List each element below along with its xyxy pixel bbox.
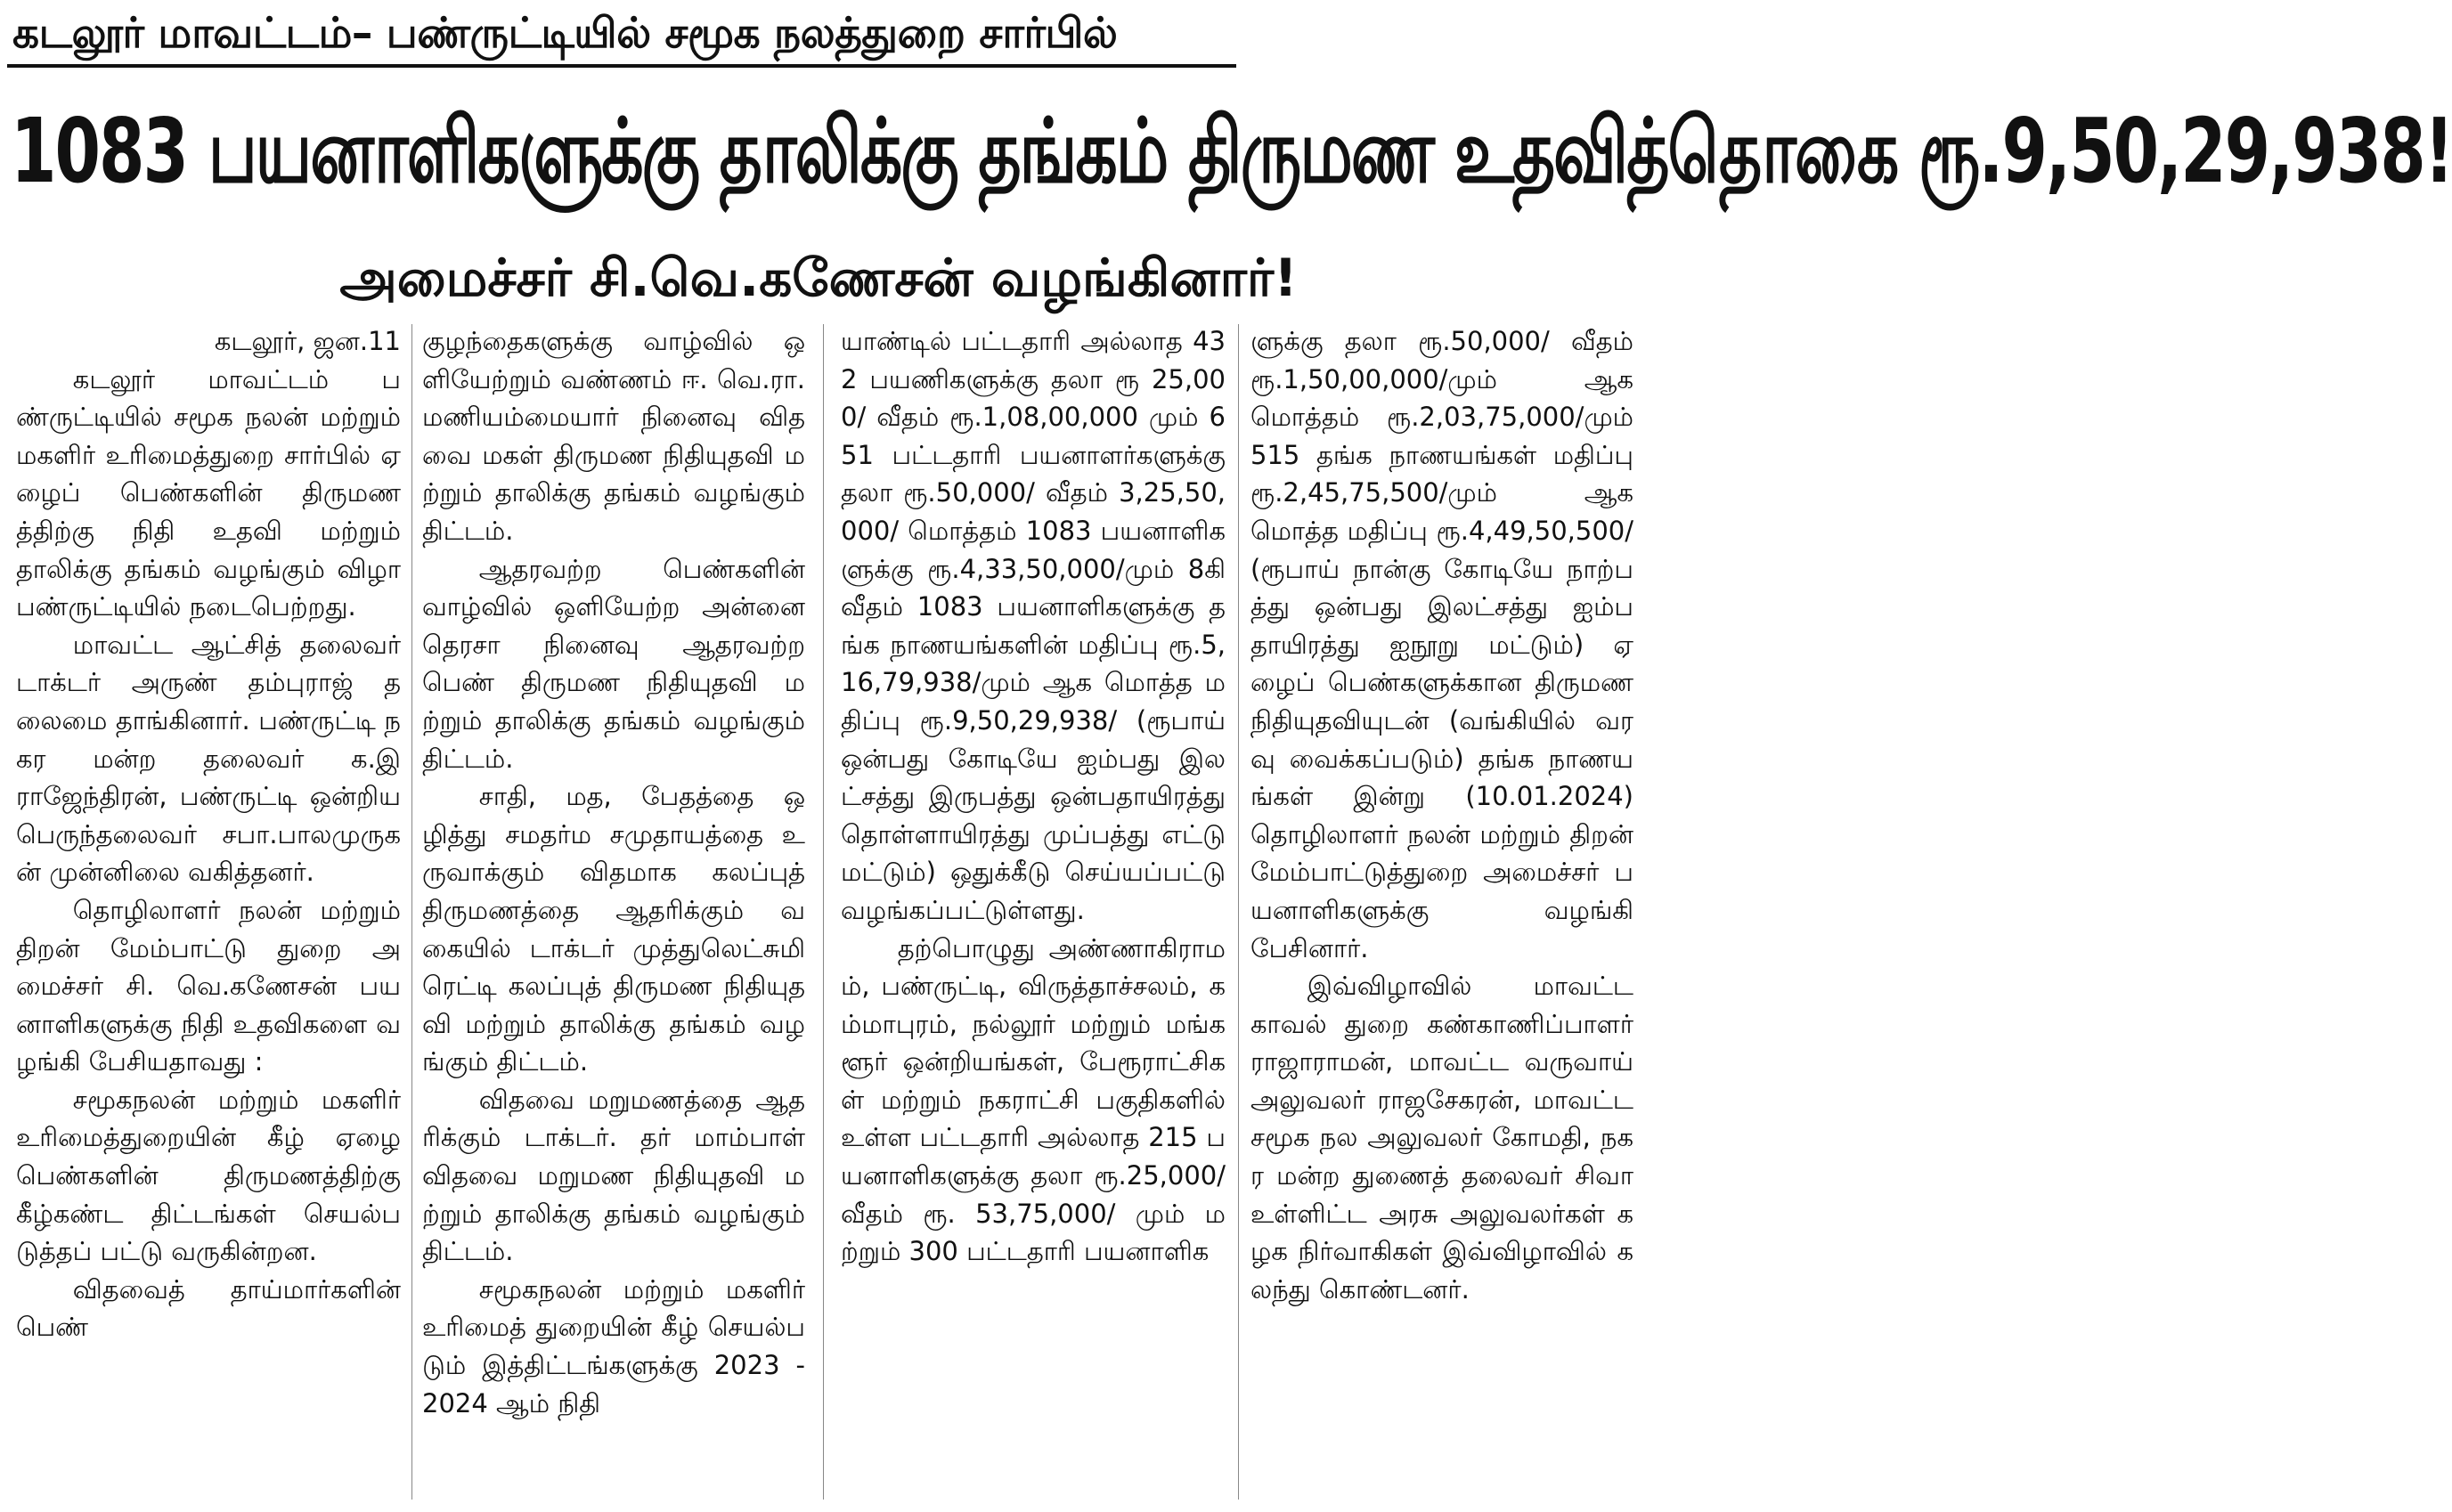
paragraph: சாதி, மத, பேதத்தை ஒழித்து சமதர்ம சமுதாயத்தை உருவாக்கும் விதமாக கலப்புத் திருமணத்தை ஆதரிக்கும் வகையில் டாக்டர் முத்துலெட்சுமி ரெட்டி கலப்புத் திருமண நிதியுதவி மற்றும் தாலிக்கு தங்கம் வழங்கும் திட்டம்.	[422, 781, 805, 1077]
paragraph: குழந்தைகளுக்கு வாழ்வில் ஒளியேற்றும் வண்ணம் ஈ. வெ.ரா.மணியம்மையார் நினைவு விதவை மகள் திருமண நிதியுதவி மற்றும் தாலிக்கு தங்கம் வழங்கும் திட்டம்.	[422, 326, 805, 546]
paragraph: ளுக்கு தலா ரூ.50,000/ வீதம் ரூ.1,50,00,000/மும் ஆக மொத்தம் ரூ.2,03,75,000/மும் 515 தங்க நாணயங்கள் மதிப்பு ரூ.2,45,75,500/மும் ஆக மொத்த மதிப்பு ரூ.4,49,50,500/(ரூபாய் நான்கு கோடியே நாற்பத்து ஒன்பது இலட்சத்து ஐம்பதாயிரத்து ஐநூறு மட்டும்) ஏழைப் பெண்களுக்கான திருமண நிதியுதவியுடன் (வங்கியில் வரவு வைக்கப்படும்) தங்க நாணயங்கள் இன்று (10.01.2024) தொழிலாளர் நலன் மற்றும் திறன் மேம்பாட்டுத்துறை அமைச்சர் பயனாளிகளுக்கு வழங்கி பேசினார்.	[1250, 326, 1633, 963]
column-2	[422, 322, 805, 1505]
column-divider	[1238, 324, 1239, 1500]
paragraph: தொழிலாளர் நலன் மற்றும் திறன் மேம்பாட்டு துறை அமைச்சர் சி. வெ.கணேசன் பயனாளிகளுக்கு நிதி உதவிகளை வழங்கி பேசியதாவது :	[16, 894, 401, 1077]
headline: 1083 பயனாளிகளுக்கு தாலிக்கு தங்கம் திருமண உதவித்தொகை ரூ.9,50,29,938!	[11, 100, 2452, 204]
paragraph: விதவைத் தாய்மார்களின் பெண்	[16, 1273, 401, 1343]
paragraph: கடலூர் மாவட்டம் பண்ருட்டியில் சமூக நலன் மற்றும் மகளிர் உரிமைத்துறை சார்பில் ஏழைப் பெண்களின் திருமணத்திற்கு நிதி உதவி மற்றும் தாலிக்கு தங்கம் வழங்கும் விழா பண்ருட்டியில் நடைபெற்றது.	[16, 363, 401, 622]
paragraph: சமூகநலன் மற்றும் மகளிர் உரிமைத்துறையின் கீழ் ஏழை பெண்களின் திருமணத்திற்கு கீழ்கண்ட திட்டங்கள் செயல்படுத்தப் பட்டு வருகின்றன.	[16, 1084, 401, 1267]
paragraph: விதவை மறுமணத்தை ஆதரிக்கும் டாக்டர். தர் மாம்பாள் விதவை மறுமண நிதியுதவி மற்றும் தாலிக்கு தங்கம் வழங்கும் திட்டம்.	[422, 1084, 805, 1267]
column-divider	[823, 324, 824, 1500]
column-1	[16, 322, 401, 1505]
column-3	[841, 322, 1226, 1505]
paragraph: ஆதரவற்ற பெண்களின் வாழ்வில் ஒளியேற்ற அன்னை தெரசா நினைவு ஆதரவற்ற பெண் திருமண நிதியுதவி மற்றும் தாலிக்கு தங்கம் வழங்கும் திட்டம்.	[422, 553, 805, 774]
dateline: கடலூர், ஜன.11	[214, 326, 401, 356]
paragraph: தற்பொழுது அண்ணாகிராமம், பண்ருட்டி, விருத்தாச்சலம், கம்மாபுரம், நல்லூர் மற்றும் மங்களூர் ஒன்றியங்கள், பேரூராட்சிகள் மற்றும் நகராட்சி பகுதிகளில் உள்ள பட்டதாரி அல்லாத 215 பயனாளிகளுக்கு தலா ரூ.25,000/ வீதம் ரூ. 53,75,000/ மும் மற்றும் 300 பட்டதாரி பயனாளிக	[841, 932, 1226, 1267]
kicker-underline	[7, 64, 1236, 68]
subheadline: அமைச்சர் சி.வெ.கணேசன் வழங்கினார்!	[339, 248, 1298, 308]
paragraph: யாண்டில் பட்டதாரி அல்லாத 432 பயணிகளுக்கு தலா ரூ 25,000/ வீதம் ரூ.1,08,00,000 மும் 651 பட்டதாரி பயனாளர்களுக்கு தலா ரூ.50,000/ வீதம் 3,25,50,000/ மொத்தம் 1083 பயனாளிகளுக்கு ரூ.4,33,50,000/மும் 8கி வீதம் 1083 பயனாளிகளுக்கு தங்க நாணயங்களின் மதிப்பு ரூ.5,16,79,938/மும் ஆக மொத்த மதிப்பு ரூ.9,50,29,938/ (ரூபாய் ஒன்பது கோடியே ஐம்பது இலட்சத்து இருபத்து ஒன்பதாயிரத்து தொள்ளாயிரத்து முப்பத்து எட்டு மட்டும்) ஒதுக்கீடு செய்யப்பட்டு வழங்கப்பட்டுள்ளது.	[841, 326, 1226, 925]
paragraph: சமூகநலன் மற்றும் மகளிர் உரிமைத் துறையின் கீழ் செயல்படும் இத்திட்டங்களுக்கு 2023 - 2024 ஆம் நிதி	[422, 1273, 805, 1419]
column-divider	[411, 324, 412, 1500]
kicker-line: கடலூர் மாவட்டம்– பண்ருட்டியில் சமூக நலத்துறை சார்பில்	[12, 9, 1118, 58]
paragraph: மாவட்ட ஆட்சித் தலைவர் டாக்டர் அருண் தம்புராஜ் தலைமை தாங்கினார். பண்ருட்டி நகர மன்ற தலைவர் க.இ ராஜேந்திரன், பண்ருட்டி ஒன்றிய பெருந்தலைவர் சபா.பாலமுருகன் முன்னிலை வகித்தனர்.	[16, 629, 401, 888]
paragraph: இவ்விழாவில் மாவட்ட காவல் துறை கண்காணிப்பாளர் ராஜாராமன், மாவட்ட வருவாய் அலுவலர் ராஜசேகரன், மாவட்ட சமூக நல அலுவலர் கோமதி, நகர மன்ற துணைத் தலைவர் சிவா உள்ளிட்ட அரசு அலுவலர்கள் கழக நிர்வாகிகள் இவ்விழாவில் கலந்து கொண்டனர்.	[1250, 971, 1633, 1305]
column-4	[1250, 322, 1633, 1505]
